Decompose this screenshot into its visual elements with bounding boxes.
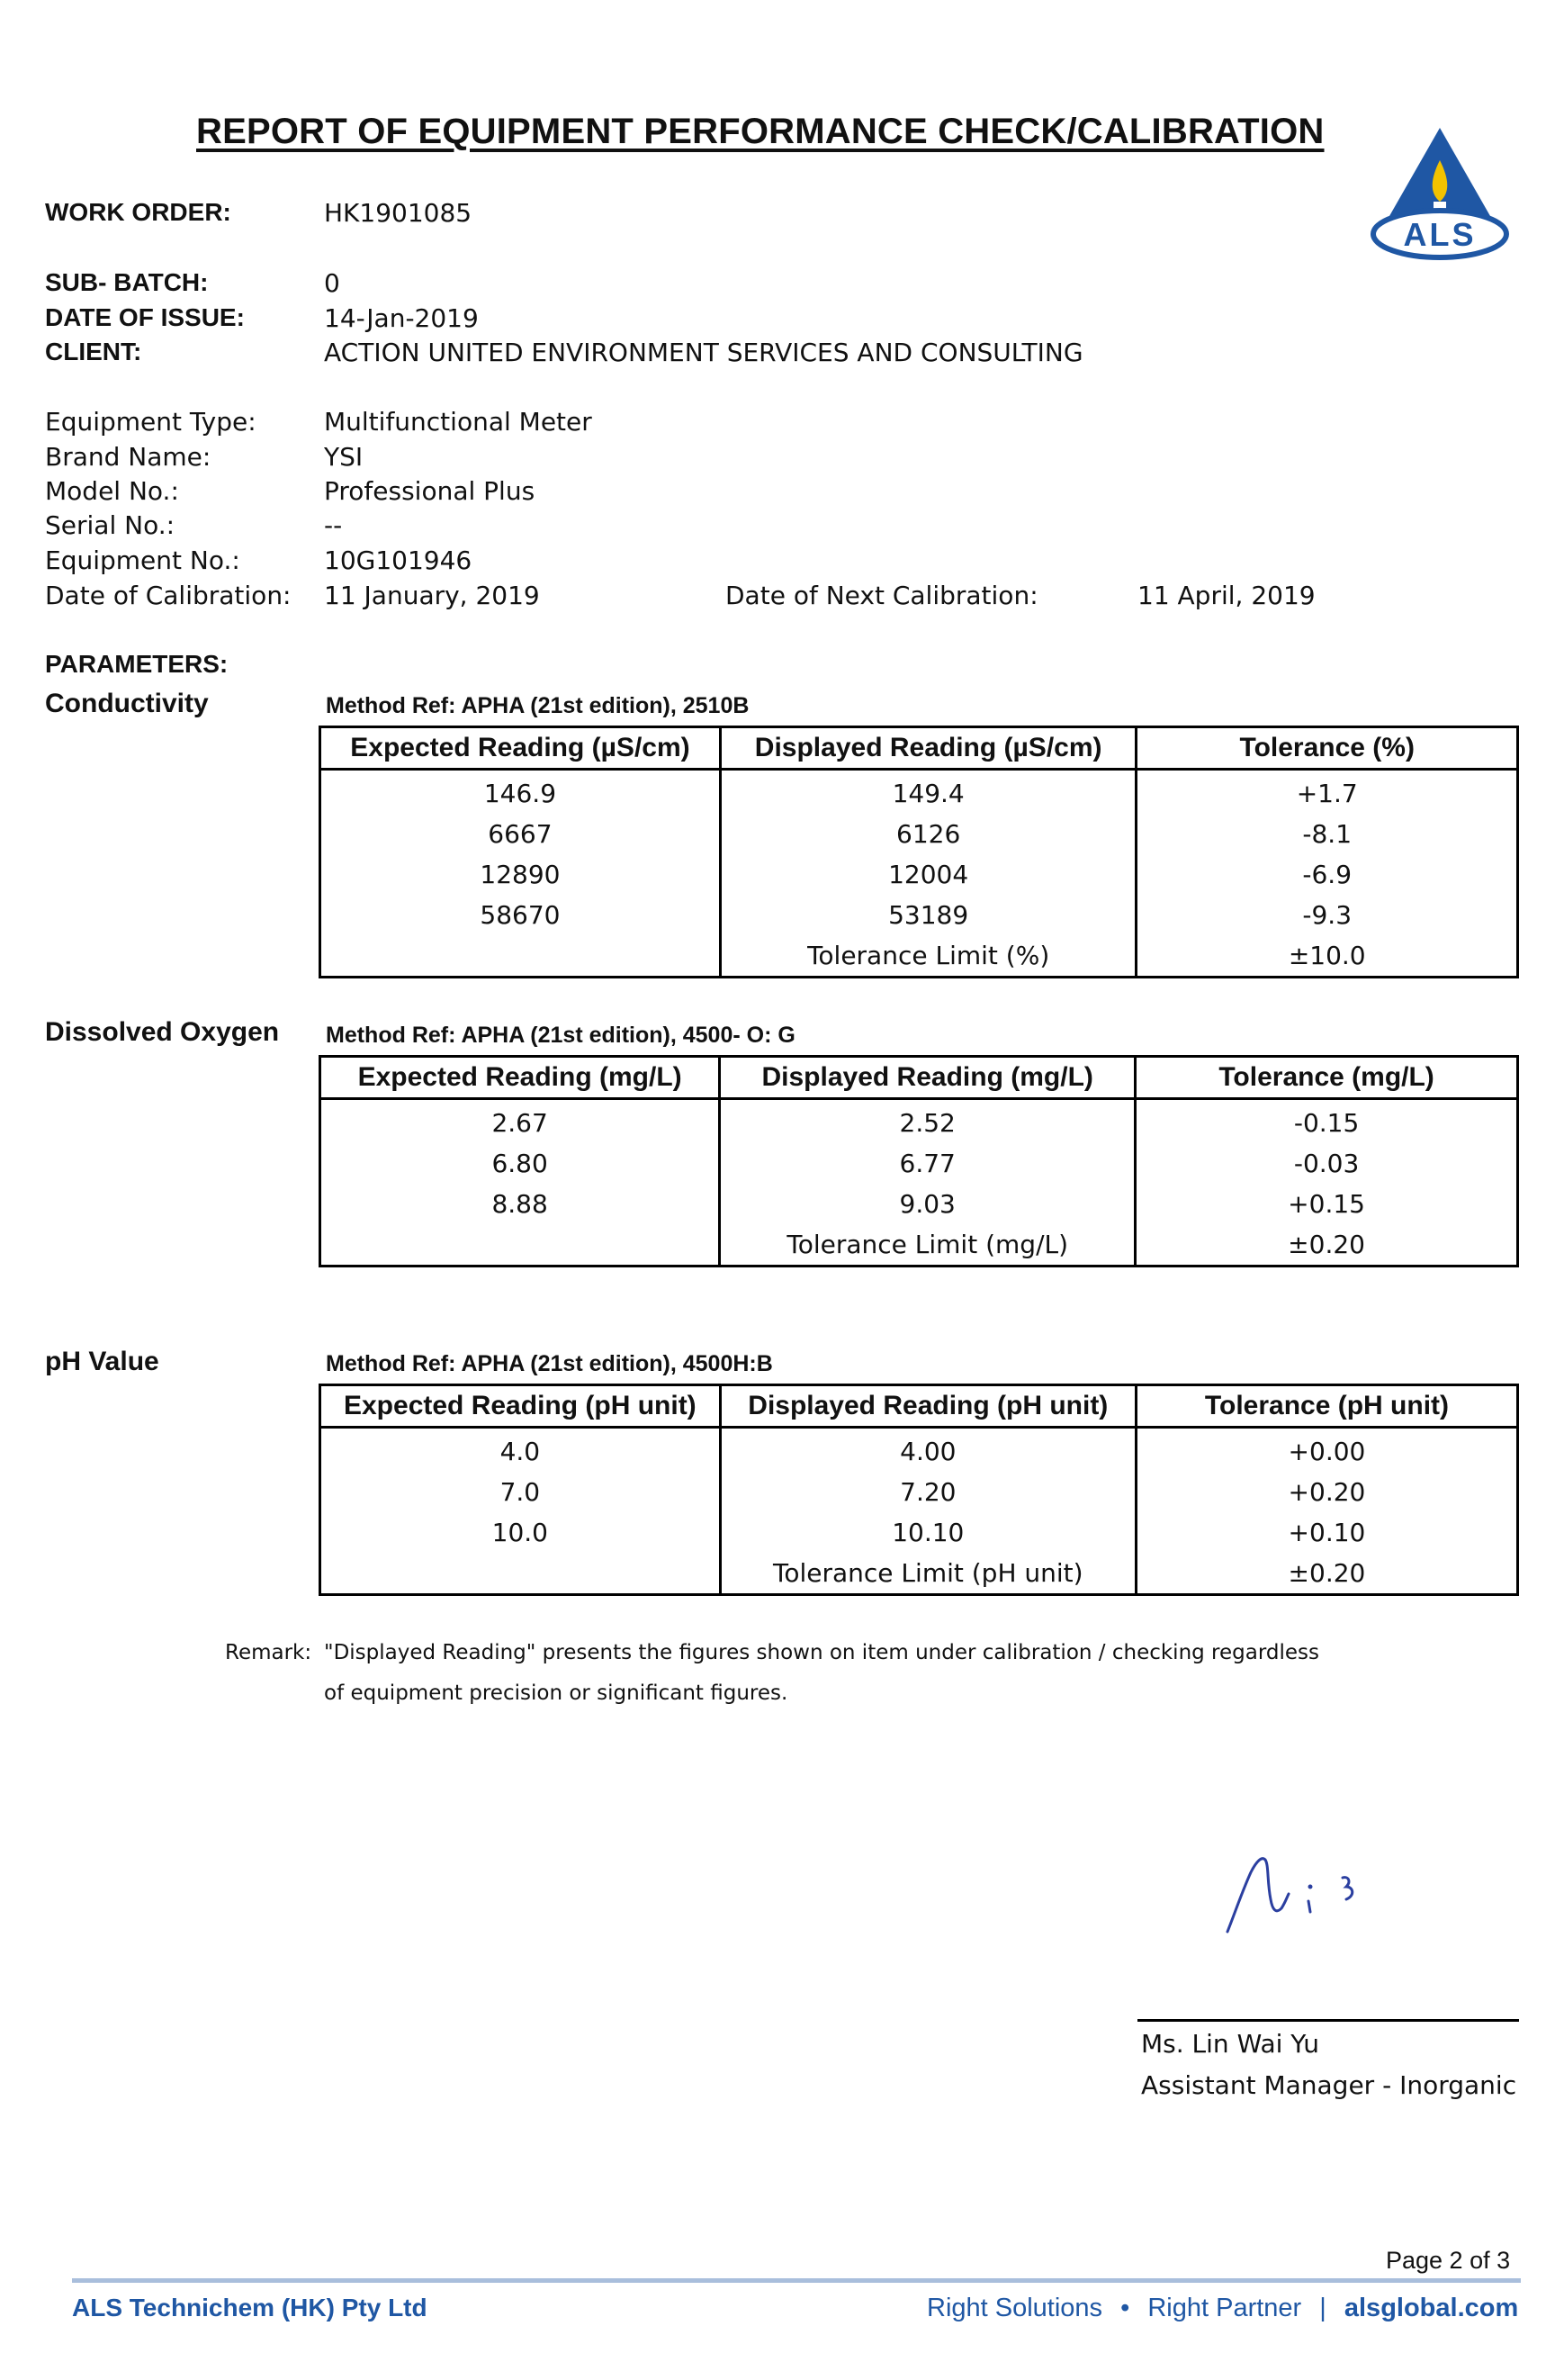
dissolved-oxygen-title: Dissolved Oxygen (45, 1017, 280, 1047)
table-cell: 149.4 (720, 773, 1137, 814)
next-calibration-value: 11 April, 2019 (1137, 581, 1316, 610)
serial-no-label: Serial No.: (45, 510, 175, 540)
table-cell: 4.00 (720, 1431, 1136, 1472)
signatory-name: Ms. Lin Wai Yu (1141, 2029, 1319, 2059)
table-row (320, 1431, 1518, 1472)
tolerance-limit-value: ±10.0 (1137, 935, 1518, 978)
tolerance-limit-label: Tolerance Limit (pH unit) (720, 1553, 1136, 1595)
table-cell: 12004 (720, 854, 1137, 895)
ph-value-method: Method Ref: APHA (21st edition), 4500H:B (326, 1351, 773, 1376)
conductivity-title: Conductivity (45, 689, 209, 718)
table-row (320, 1103, 1518, 1143)
table-cell: 6.77 (720, 1143, 1136, 1184)
column-header: Displayed Reading (µS/cm) (720, 727, 1137, 770)
dissolved-oxygen-table (319, 1055, 1519, 1267)
brand-name-label: Brand Name: (45, 442, 211, 472)
model-no-label: Model No.: (45, 476, 179, 506)
dissolved-oxygen-method: Method Ref: APHA (21st edition), 4500- O: G (326, 1023, 795, 1048)
column-header: Expected Reading (µS/cm) (320, 727, 721, 770)
brand-name-value: YSI (324, 442, 364, 472)
table-cell: 12890 (320, 854, 721, 895)
sub-batch-label: SUB- BATCH: (45, 268, 209, 296)
report-title: REPORT OF EQUIPMENT PERFORMANCE CHECK/CALIBRATION (196, 112, 1325, 151)
client-label: CLIENT: (45, 338, 142, 365)
column-header: Expected Reading (mg/L) (320, 1057, 720, 1099)
als-logo (1368, 126, 1512, 270)
table-cell: 8.88 (320, 1184, 720, 1224)
table-header-row (320, 1057, 1518, 1099)
table-cell (320, 935, 721, 978)
table-cell: 2.52 (720, 1103, 1136, 1143)
table-cell: 6.80 (320, 1143, 720, 1184)
table-cell: +0.15 (1136, 1184, 1518, 1224)
column-header: Tolerance (pH unit) (1136, 1385, 1517, 1428)
ph-value-title: pH Value (45, 1347, 159, 1376)
table-row (320, 773, 1518, 814)
footer-divider (72, 2278, 1521, 2283)
logo-text: ALS (1403, 216, 1477, 253)
column-header: Tolerance (mg/L) (1136, 1057, 1518, 1099)
work-order-label: WORK ORDER: (45, 198, 231, 226)
date-of-issue-label: DATE OF ISSUE: (45, 303, 245, 331)
table-row (320, 1143, 1518, 1184)
table-row (320, 1184, 1518, 1224)
column-header: Displayed Reading (pH unit) (720, 1385, 1136, 1428)
model-no-value: Professional Plus (324, 476, 535, 506)
footer-pipe: | (1319, 2294, 1326, 2322)
column-header: Expected Reading (pH unit) (320, 1385, 721, 1428)
signature-line (1137, 2019, 1519, 2022)
table-cell: 7.20 (720, 1472, 1136, 1512)
table-cell: 6667 (320, 814, 721, 854)
tolerance-limit-label: Tolerance Limit (mg/L) (720, 1224, 1136, 1267)
page-number: Page 2 of 3 (1386, 2247, 1511, 2274)
tolerance-limit-row (320, 1553, 1518, 1595)
table-cell: 58670 (320, 895, 721, 935)
table-row (320, 1512, 1518, 1553)
footer-slogan-2: Right Partner (1147, 2294, 1302, 2322)
footer-slogan-1: Right Solutions (927, 2294, 1103, 2322)
footer-slogan (927, 2294, 1518, 2323)
table-cell: -6.9 (1137, 854, 1518, 895)
remark-label: Remark: (225, 1641, 312, 1664)
table-row (320, 895, 1518, 935)
footer-bullet: • (1120, 2294, 1130, 2322)
table-cell: 146.9 (320, 773, 721, 814)
table-cell: 53189 (720, 895, 1137, 935)
table-cell: +0.20 (1136, 1472, 1517, 1512)
equipment-no-value: 10G101946 (324, 545, 472, 575)
calibration-date-label: Date of Calibration: (45, 581, 292, 610)
ph-value-table (319, 1384, 1519, 1596)
tolerance-limit-value: ±0.20 (1136, 1224, 1518, 1267)
next-calibration-label: Date of Next Calibration: (725, 581, 1038, 610)
table-cell: 10.0 (320, 1512, 721, 1553)
table-cell: 2.67 (320, 1103, 720, 1143)
table-cell (320, 1553, 721, 1595)
client-value: ACTION UNITED ENVIRONMENT SERVICES AND CONSULTING (324, 338, 1083, 367)
column-header: Tolerance (%) (1137, 727, 1518, 770)
signatory-title: Assistant Manager - Inorganic (1141, 2070, 1517, 2100)
table-cell: +0.10 (1136, 1512, 1517, 1553)
table-cell: 6126 (720, 814, 1137, 854)
table-cell: -8.1 (1137, 814, 1518, 854)
signature-image (1215, 1836, 1377, 1944)
work-order-value: HK1901085 (324, 198, 472, 228)
table-cell: -0.03 (1136, 1143, 1518, 1184)
table-cell: -9.3 (1137, 895, 1518, 935)
tolerance-limit-label: Tolerance Limit (%) (720, 935, 1137, 978)
equipment-no-label: Equipment No.: (45, 545, 240, 575)
table-cell: 4.0 (320, 1431, 721, 1472)
conductivity-table (319, 726, 1519, 978)
footer-website-link[interactable]: alsglobal.com (1344, 2294, 1519, 2322)
column-header: Displayed Reading (mg/L) (720, 1057, 1136, 1099)
table-cell (320, 1224, 720, 1267)
remark-line-1: "Displayed Reading" presents the figures shown on item under calibration / checking regardless (324, 1641, 1320, 1664)
conductivity-method: Method Ref: APHA (21st edition), 2510B (326, 693, 750, 718)
date-of-issue-value: 14-Jan-2019 (324, 303, 479, 333)
table-cell: 10.10 (720, 1512, 1136, 1553)
table-cell: 9.03 (720, 1184, 1136, 1224)
table-cell: +1.7 (1137, 773, 1518, 814)
tolerance-limit-row (320, 935, 1518, 978)
serial-no-value: -- (324, 510, 343, 540)
equipment-type-label: Equipment Type: (45, 407, 256, 437)
tolerance-limit-value: ±0.20 (1136, 1553, 1517, 1595)
table-row (320, 814, 1518, 854)
table-cell: +0.00 (1136, 1431, 1517, 1472)
table-header-row (320, 1385, 1518, 1428)
footer-company: ALS Technichem (HK) Pty Ltd (72, 2294, 427, 2321)
table-cell: 7.0 (320, 1472, 721, 1512)
table-header-row (320, 727, 1518, 770)
equipment-type-value: Multifunctional Meter (324, 407, 592, 437)
sub-batch-value: 0 (324, 268, 340, 298)
table-cell: -0.15 (1136, 1103, 1518, 1143)
tolerance-limit-row (320, 1224, 1518, 1267)
table-row (320, 1472, 1518, 1512)
remark-line-2: of equipment precision or significant figures. (324, 1681, 788, 1705)
table-row (320, 854, 1518, 895)
parameters-label: PARAMETERS: (45, 650, 229, 678)
calibration-date-value: 11 January, 2019 (324, 581, 540, 610)
